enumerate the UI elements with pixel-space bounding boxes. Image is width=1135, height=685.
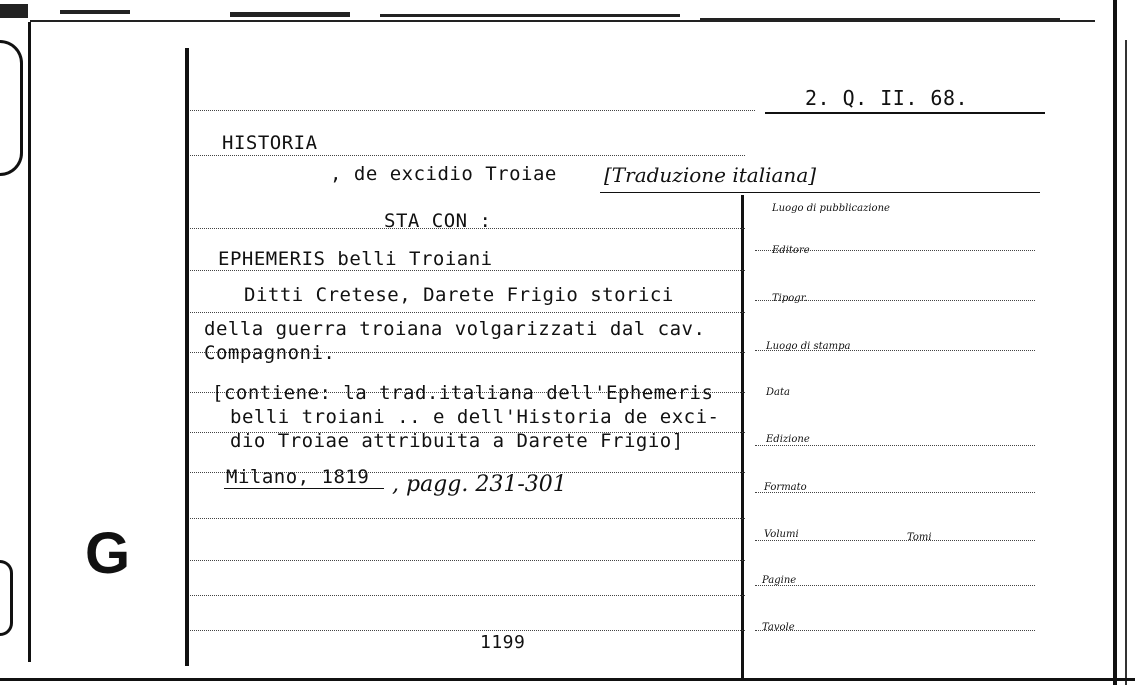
scan-smudge	[230, 12, 350, 17]
field-line	[755, 585, 1035, 586]
binding-hole-mark	[0, 40, 23, 176]
ruled-line	[190, 155, 745, 156]
bottom-number: 1199	[480, 632, 526, 653]
field-tipografo: Tipogr.	[772, 293, 808, 304]
card-left-border	[28, 22, 31, 662]
binding-hole-mark	[0, 560, 13, 636]
field-data: Data	[766, 387, 790, 398]
note-line-2: belli troiani .. e dell'Historia de exci-	[230, 406, 720, 428]
field-line	[755, 540, 1035, 541]
subtitle: , de excidio Troiae	[330, 163, 557, 185]
cross-ref-title: EPHEMERIS belli Troiani	[218, 248, 493, 270]
section-letter: G	[85, 521, 131, 586]
ruled-line	[190, 630, 745, 631]
note-line-1: [contiene: la trad.italiana dell'Ephemeris	[212, 382, 714, 404]
shelfmark: 2. Q. II. 68.	[805, 86, 969, 110]
scan-smudge	[0, 4, 28, 18]
imprint-underline	[224, 488, 384, 489]
card-right-edge	[1095, 0, 1135, 685]
scan-top-edge	[0, 0, 1135, 30]
ruled-line	[190, 312, 745, 313]
shelfmark-underline	[765, 112, 1045, 114]
field-pagine: Pagine	[762, 575, 797, 586]
scan-smudge	[60, 10, 130, 14]
main-vertical-rule	[185, 48, 189, 666]
field-line	[755, 445, 1035, 446]
card-top-border	[30, 20, 1095, 22]
ruled-line	[190, 595, 745, 596]
text-line-1: Ditti Cretese, Darete Frigio storici	[244, 284, 674, 306]
imprint: Milano, 1819	[226, 466, 370, 488]
scan-smudge	[380, 14, 680, 17]
ruled-line	[190, 110, 755, 111]
field-editore: Editore	[772, 245, 810, 256]
field-tavole: Tavole	[762, 622, 795, 633]
cross-ref-label: STA CON :	[384, 210, 492, 232]
field-luogo-pubblicazione: Luogo di pubblicazione	[772, 203, 890, 214]
field-formato: Formato	[764, 482, 807, 493]
field-tomi: Tomi	[907, 532, 932, 543]
pages-note: , pagg. 231-301	[392, 472, 567, 497]
text-line-2: della guerra troiana volgarizzati dal cav.	[204, 318, 706, 340]
heading: HISTORIA	[222, 132, 318, 154]
fields-vertical-rule	[741, 195, 744, 680]
text-line-3: Compagnoni.	[204, 342, 336, 364]
field-volumi: Volumi	[764, 529, 799, 540]
ruled-line	[190, 270, 745, 271]
field-line	[755, 630, 1035, 631]
field-edizione: Edizione	[766, 434, 810, 445]
ruled-line	[190, 518, 745, 519]
note-line-3: dio Troiae attribuita a Darete Frigio]	[230, 430, 684, 452]
underline-subtitle	[600, 192, 1040, 193]
field-luogo-stampa: Luogo di stampa	[766, 341, 851, 352]
handwritten-note: [Traduzione italiana]	[604, 163, 817, 187]
ruled-line	[190, 560, 745, 561]
card-bottom-edge	[0, 678, 1135, 681]
